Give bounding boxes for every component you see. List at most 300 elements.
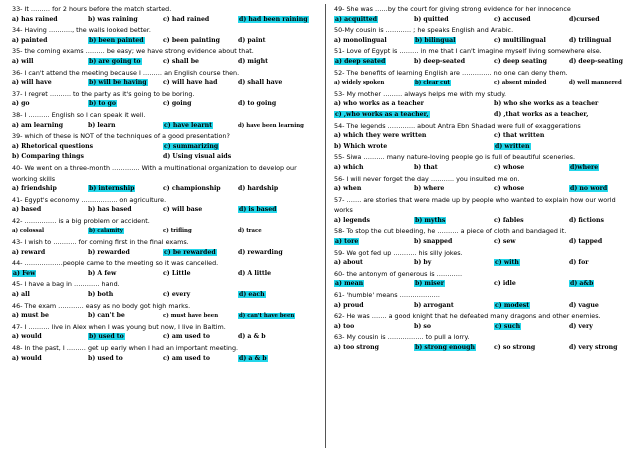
answer-option[interactable] — [494, 184, 524, 195]
question-text: 50-My cousin is ………… ; he speaks English and Arabic. — [334, 26, 514, 35]
option-text: c) been painting — [163, 36, 220, 44]
answer-option[interactable] — [334, 36, 387, 47]
question-text: 49- She was ……by the court for giving strong evidence for her innocence — [334, 5, 571, 13]
option-text: d) for — [569, 259, 589, 267]
options-row — [12, 57, 314, 68]
option-text: d) Using visual aids — [163, 153, 232, 161]
option-text: d) rewarding — [238, 248, 283, 256]
option-text: b) learn — [88, 121, 116, 129]
answer-option[interactable] — [414, 216, 446, 227]
highlighted-answer: a) tore — [335, 238, 359, 246]
answer-option[interactable] — [12, 226, 44, 237]
column-divider — [325, 4, 326, 448]
answer-option[interactable] — [88, 332, 125, 343]
highlighted-answer: d) a & b — [239, 354, 267, 362]
highlighted-answer: b) bilingual — [415, 36, 456, 44]
option-text: b) Comparing things — [12, 153, 84, 161]
answer-option[interactable] — [163, 290, 190, 301]
answer-option[interactable] — [88, 354, 123, 365]
answer-option[interactable] — [238, 36, 265, 47]
answer-option[interactable] — [494, 78, 546, 89]
answer-option[interactable] — [12, 57, 33, 68]
answer-option[interactable] — [494, 258, 520, 269]
options-row — [334, 15, 636, 26]
option-text: a) will — [12, 57, 34, 65]
question-text: 40- We went on a three-month …………. With a multinational organization to develop our working skills — [12, 163, 297, 183]
answer-option[interactable] — [238, 354, 268, 365]
option-text: b) can't be — [88, 312, 125, 320]
answer-option[interactable] — [494, 142, 531, 153]
option-text: c) absent minded — [494, 80, 547, 87]
answer-option[interactable] — [88, 15, 138, 26]
answer-option[interactable] — [88, 99, 117, 110]
answer-option[interactable] — [88, 269, 116, 280]
answer-option[interactable] — [334, 15, 378, 26]
answer-option[interactable] — [494, 301, 530, 312]
option-text: c) idle — [494, 280, 516, 288]
options-row — [334, 322, 636, 333]
option-text: d) a & b — [238, 333, 266, 341]
question-text: 56- I will never forget the day ……….. you insulted me on. — [334, 174, 520, 183]
answer-option[interactable] — [238, 269, 271, 280]
option-text: d) trilingual — [569, 36, 612, 44]
answer-option[interactable] — [12, 332, 42, 343]
option-text: a) Rhetorical questions — [12, 142, 94, 150]
option-text: b) was raining — [88, 15, 138, 23]
option-text: b) where — [414, 185, 445, 193]
answer-option[interactable] — [12, 248, 45, 259]
question-text: 59- We got fed up ……….. his silly jokes. — [334, 248, 463, 257]
question-text: 52- The benefits of learning English are ………….. no one can deny them. — [334, 68, 568, 77]
option-text: a) monolingual — [334, 36, 387, 44]
highlighted-answer: c) such — [495, 322, 521, 330]
answer-option[interactable] — [163, 36, 220, 47]
option-text: a) friendship — [12, 185, 57, 193]
answer-option[interactable] — [88, 311, 125, 322]
answer-option[interactable] — [414, 15, 449, 26]
option-text: c) so strong — [494, 344, 536, 351]
option-text: c) shall be — [163, 57, 199, 65]
answer-option[interactable] — [494, 15, 531, 26]
answer-option[interactable] — [569, 78, 622, 89]
option-text: d)cursed — [569, 15, 600, 23]
highlighted-answer: d) had been raining — [239, 15, 308, 23]
question-text: 33- It ……… for 2 hours before the match started. — [12, 5, 172, 13]
question-text: 34- Having ……….., the walls looked better. — [12, 26, 151, 35]
answer-option[interactable] — [414, 343, 476, 354]
option-text: b) arrogant — [414, 301, 454, 309]
option-text: c) sew — [494, 238, 516, 246]
option-text: c) every — [163, 291, 191, 299]
options-row — [334, 216, 636, 227]
option-text: a) too — [334, 322, 355, 330]
question-text: 63- My cousin is …………….. to pull a lorry. — [334, 333, 470, 342]
option-text: b) Which wrote — [334, 142, 388, 150]
answer-option[interactable] — [414, 78, 451, 89]
options-row — [334, 258, 636, 269]
answer-option[interactable] — [12, 354, 42, 365]
option-text: c) Little — [163, 269, 191, 277]
answer-option[interactable] — [163, 226, 192, 237]
answer-option[interactable] — [494, 322, 521, 333]
answer-option[interactable] — [334, 78, 384, 89]
answer-option[interactable] — [12, 152, 84, 163]
option-text: d) trace — [238, 228, 262, 235]
options-row — [334, 99, 636, 110]
options-row — [12, 311, 314, 322]
answer-option[interactable] — [163, 15, 209, 26]
highlighted-answer: d) is based — [239, 206, 277, 214]
options-row — [334, 163, 636, 174]
options-row — [334, 57, 636, 68]
answer-option[interactable] — [334, 343, 379, 354]
options-row — [12, 184, 314, 195]
highlighted-answer: a) Few — [13, 269, 36, 277]
answer-option[interactable] — [88, 78, 148, 89]
answer-option[interactable] — [334, 131, 426, 142]
question-text: 57- ……. are stories that were made up by people who wanted to explain how our world works — [334, 195, 616, 215]
answer-option[interactable] — [414, 301, 454, 312]
answer-option[interactable] — [12, 311, 49, 322]
question-text: 55- Siwa ………. many nature-loving people go is full of beautiful sceneries. — [334, 153, 576, 162]
option-text: a) which they were written — [334, 132, 427, 140]
options-row — [12, 205, 314, 216]
option-text: c) going — [163, 100, 192, 108]
highlighted-answer: d)where — [570, 163, 599, 171]
option-text: d) might — [238, 57, 268, 65]
option-text: a) would — [12, 333, 42, 341]
answer-option[interactable] — [569, 184, 608, 195]
answer-option[interactable] — [12, 184, 57, 195]
highlighted-answer: d) can't have been — [239, 313, 295, 320]
answer-option[interactable] — [163, 121, 213, 132]
question-text: 45- I have a bag in ………… hand. — [12, 280, 120, 289]
option-text: d) very — [569, 322, 593, 330]
answer-option[interactable] — [163, 142, 219, 153]
highlighted-answer: b) miser — [415, 280, 444, 288]
question-text: 47- I ………. live in Alex when I was young but now, I live in Baltim. — [12, 322, 226, 331]
question-text: 48- In the past, I ……… get up early when I had an important meeting. — [12, 344, 239, 352]
options-row — [334, 142, 636, 153]
option-text: a) widely spoken — [334, 80, 385, 87]
highlighted-answer: b) clear cut — [415, 80, 450, 87]
option-text: d) A little — [238, 269, 272, 277]
option-text: a) painted — [12, 36, 48, 44]
answer-option[interactable] — [88, 226, 124, 237]
option-text: a) about — [334, 259, 363, 267]
option-text: a) all — [12, 291, 30, 299]
option-text: d) well mannered — [569, 80, 622, 87]
question-text: 53- My mother ……… always helps me with my study. — [334, 89, 507, 98]
answer-option[interactable] — [414, 163, 438, 174]
option-text: c) am used to — [163, 354, 210, 362]
question-text: 44- ………………people came to the meeting so it was cancelled. — [12, 259, 219, 268]
option-text: d) vague — [569, 301, 599, 309]
answer-option[interactable] — [163, 248, 217, 259]
answer-option[interactable] — [494, 131, 544, 142]
answer-option[interactable] — [569, 279, 594, 290]
answer-option[interactable] — [569, 343, 618, 354]
option-text: c) must have been — [163, 313, 219, 320]
answer-option[interactable] — [238, 332, 266, 343]
option-text: c) accused — [494, 15, 531, 23]
option-text: a) who works as a teacher — [334, 100, 424, 108]
option-text: b) deep-seated — [414, 57, 466, 65]
answer-option[interactable] — [12, 78, 52, 89]
answer-option[interactable] — [163, 78, 217, 89]
option-text: a) would — [12, 354, 42, 362]
highlighted-answer: a) deep seated — [335, 57, 386, 65]
option-text: a) will have — [12, 79, 52, 87]
option-text: b) that — [414, 163, 438, 171]
answer-option[interactable] — [414, 57, 465, 68]
highlighted-answer: a) acquitted — [335, 15, 378, 23]
answer-option[interactable] — [163, 184, 221, 195]
answer-option[interactable] — [334, 142, 387, 153]
answer-option[interactable] — [569, 237, 602, 248]
options-row — [334, 78, 636, 89]
options-row — [12, 15, 314, 26]
answer-option[interactable] — [569, 258, 588, 269]
options-row — [334, 237, 636, 248]
option-text: b) snapped — [414, 238, 453, 246]
answer-option[interactable] — [238, 248, 283, 259]
answer-option[interactable] — [12, 142, 93, 153]
answer-option[interactable] — [334, 57, 386, 68]
answer-option[interactable] — [163, 354, 210, 365]
question-text: 42- …………… is a big problem or accident. — [12, 216, 150, 225]
highlighted-answer: b) used to — [89, 333, 124, 341]
question-text: 36- I can't attend the meeting because I ……… an English course then. — [12, 68, 240, 77]
highlighted-answer: b) are going to — [89, 57, 141, 65]
highlighted-answer: b) strong enough — [415, 344, 476, 351]
answer-option[interactable] — [569, 36, 611, 47]
answer-option[interactable] — [238, 184, 278, 195]
answer-option[interactable] — [238, 290, 266, 301]
option-text: b) quitted — [414, 15, 449, 23]
option-text: b) A few — [88, 269, 117, 277]
options-row — [12, 332, 314, 343]
options-row — [12, 269, 314, 280]
answer-option[interactable] — [414, 237, 452, 248]
highlighted-answer: b) calamity — [89, 228, 123, 235]
answer-option[interactable] — [238, 121, 304, 132]
option-text: d) paint — [238, 36, 266, 44]
answer-option[interactable] — [414, 36, 456, 47]
options-row — [334, 279, 636, 290]
options-row — [12, 36, 314, 47]
question-text: 46- The exam ………… easy as no body got high marks. — [12, 301, 191, 310]
highlighted-answer: c) be rewarded — [164, 248, 216, 256]
option-text: d) tapped — [569, 238, 603, 246]
options-row — [12, 354, 314, 365]
options-row — [12, 99, 314, 110]
question-text: 43- I wish to ……….. for coming first in the final exams. — [12, 238, 189, 247]
answer-option[interactable] — [12, 205, 41, 216]
answer-option[interactable] — [494, 279, 516, 290]
answer-option[interactable] — [569, 216, 604, 227]
highlighted-answer: d) each — [239, 291, 265, 299]
option-text: c) had rained — [163, 15, 210, 23]
option-text: a) which — [334, 163, 364, 171]
option-text: c) fables — [494, 216, 524, 224]
option-text: a) must be — [12, 312, 49, 320]
answer-option[interactable] — [163, 57, 199, 68]
options-row — [12, 121, 314, 132]
option-text: c) will have had — [163, 79, 218, 87]
answer-option[interactable] — [88, 36, 145, 47]
answer-option[interactable] — [238, 57, 268, 68]
option-text: c) will base — [163, 206, 203, 214]
left-column — [12, 4, 314, 364]
question-text: 61- 'humble' means ………………. — [334, 291, 440, 300]
option-text: d) have been learning — [238, 122, 304, 129]
option-text: c) whose — [494, 163, 525, 171]
option-text: a) based — [12, 206, 42, 214]
option-text: a) legends — [334, 216, 370, 224]
answer-option[interactable] — [163, 332, 210, 343]
highlighted-answer: b) been painted — [89, 36, 144, 44]
option-text: a) go — [12, 100, 30, 108]
question-text: 51- Love of Egypt is ……… in me that I can't imagine myself living somewhere else. — [334, 47, 602, 56]
answer-option[interactable] — [88, 184, 135, 195]
option-text: c) trifling — [163, 228, 192, 235]
option-text: a) proud — [334, 301, 364, 309]
option-text: b) rewarded — [88, 248, 130, 256]
question-text: 39- which of these is NOT of the techniques of a good presentation? — [12, 132, 230, 141]
highlighted-answer: d) no word — [570, 185, 608, 193]
answer-option[interactable] — [494, 216, 524, 227]
answer-option[interactable] — [569, 15, 600, 26]
answer-option[interactable] — [238, 311, 295, 322]
option-text: c) whose — [494, 185, 525, 193]
options-row — [12, 78, 314, 89]
answer-option[interactable] — [12, 121, 63, 132]
answer-option[interactable] — [334, 322, 354, 333]
answer-option[interactable] — [334, 184, 361, 195]
option-text: b) has based — [88, 206, 132, 214]
highlighted-answer: c) ,who works as a teacher, — [335, 110, 429, 118]
answer-option[interactable] — [334, 237, 359, 248]
highlighted-answer: c) have learnt — [164, 121, 212, 129]
answer-option[interactable] — [163, 152, 231, 163]
answer-option[interactable] — [494, 343, 535, 354]
option-text: a) has rained — [12, 15, 58, 23]
option-text: d) shall have — [238, 79, 283, 87]
answer-option[interactable] — [12, 36, 47, 47]
options-row — [334, 301, 636, 312]
options-row — [12, 248, 314, 259]
option-text: a) too strong — [334, 344, 379, 351]
answer-option[interactable] — [494, 163, 524, 174]
answer-option[interactable] — [569, 57, 623, 68]
option-text: d) ,that works as a teacher, — [494, 110, 589, 118]
option-text: d) deep-seating — [569, 57, 623, 65]
question-text: 60- the antonym of generous is ………… — [334, 269, 463, 278]
answer-option[interactable] — [494, 237, 516, 248]
answer-option[interactable] — [414, 184, 444, 195]
highlighted-answer: c) with — [495, 259, 519, 267]
answer-option[interactable] — [88, 205, 132, 216]
answer-option[interactable] — [334, 216, 370, 227]
option-text: a) am learning — [12, 121, 64, 129]
answer-option[interactable] — [88, 121, 115, 132]
answer-option[interactable] — [88, 290, 113, 301]
answer-option[interactable] — [334, 279, 364, 290]
answer-option[interactable] — [12, 269, 36, 280]
answer-option[interactable] — [334, 99, 424, 110]
highlighted-answer: c) summarizing — [164, 142, 219, 150]
options-row — [334, 131, 636, 142]
answer-option[interactable] — [414, 258, 431, 269]
answer-option[interactable] — [163, 311, 218, 322]
answer-option[interactable] — [238, 205, 277, 216]
option-text: c) multilingual — [494, 36, 546, 44]
question-text: 38- I ………. English so I can speak it well. — [12, 110, 146, 119]
option-text: b) who she works as a teacher — [494, 100, 599, 108]
answer-option[interactable] — [12, 15, 58, 26]
highlighted-answer: b) to go — [89, 100, 117, 108]
answer-option[interactable] — [569, 322, 593, 333]
answer-option[interactable] — [238, 78, 282, 89]
answer-option[interactable] — [334, 258, 363, 269]
question-text: 62- He was ……. a good knight that he defeated many dragons and other enemies. — [334, 312, 601, 321]
option-text: c) championship — [163, 185, 221, 193]
highlighted-answer: d) written — [495, 142, 530, 150]
question-text: 41- Egypt's economy …………….. on agriculture. — [12, 195, 167, 204]
answer-option[interactable] — [12, 290, 30, 301]
answer-option[interactable] — [569, 301, 599, 312]
answer-option[interactable] — [88, 57, 142, 68]
options-row — [12, 290, 314, 301]
option-text: c) am used to — [163, 333, 210, 341]
options-row — [334, 110, 636, 121]
answer-option[interactable] — [238, 99, 276, 110]
option-text: b) both — [88, 291, 114, 299]
question-text: 37- I regret ………. to the party as it's going to be boring. — [12, 89, 195, 98]
question-text: 58- To stop the cut bleeding, he ………. a piece of cloth and bandaged it. — [334, 227, 567, 236]
options-row — [334, 184, 636, 195]
answer-option[interactable] — [414, 279, 445, 290]
option-text: a) when — [334, 185, 362, 193]
answer-option[interactable] — [494, 36, 546, 47]
highlighted-answer: b) myths — [415, 216, 446, 224]
options-row — [12, 226, 314, 237]
answer-option[interactable] — [163, 269, 191, 280]
answer-option[interactable] — [494, 110, 588, 121]
options-row — [334, 36, 636, 47]
answer-option[interactable] — [414, 322, 431, 333]
question-text: 54- The legends …………. about Antra Ebn Shadad were full of exaggerations — [334, 121, 581, 130]
highlighted-answer: a) mean — [335, 280, 364, 288]
answer-option[interactable] — [12, 99, 30, 110]
answer-option[interactable] — [494, 99, 598, 110]
answer-option[interactable] — [334, 110, 430, 121]
answer-option[interactable] — [334, 301, 364, 312]
answer-option[interactable] — [334, 163, 364, 174]
answer-option[interactable] — [163, 205, 202, 216]
highlighted-answer: d) a&b — [570, 280, 594, 288]
answer-option[interactable] — [238, 15, 309, 26]
right-column — [334, 4, 636, 354]
answer-option[interactable] — [494, 57, 547, 68]
answer-option[interactable] — [163, 99, 191, 110]
answer-option[interactable] — [569, 163, 599, 174]
answer-option[interactable] — [238, 226, 262, 237]
option-text: d) to going — [238, 100, 277, 108]
option-text: b) by — [414, 259, 432, 267]
answer-option[interactable] — [88, 248, 130, 259]
